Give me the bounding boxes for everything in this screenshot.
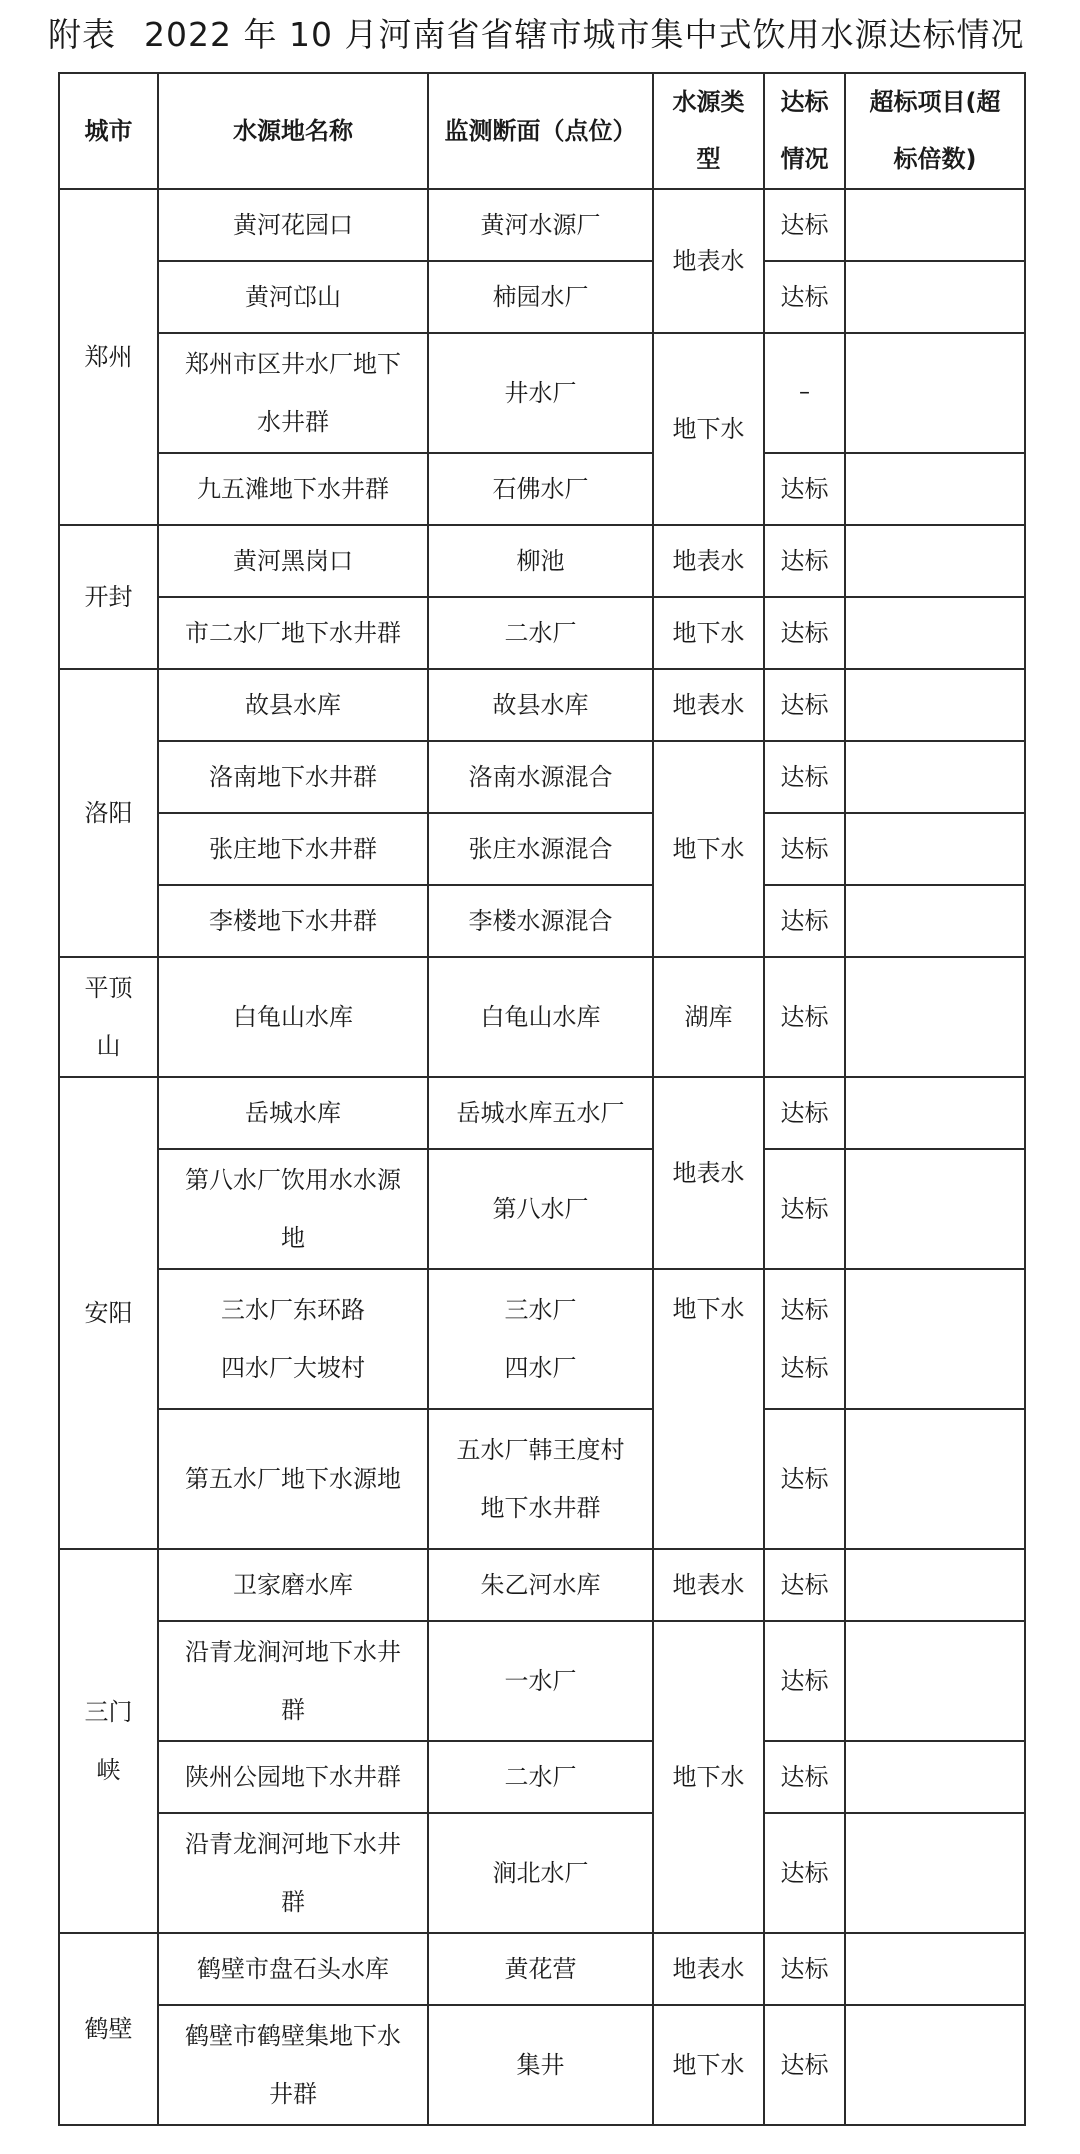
source-cell: 沿青龙涧河地下水井 群	[158, 1813, 428, 1933]
source-cell: 白龟山水库	[158, 957, 428, 1077]
exceed-cell	[845, 741, 1025, 813]
status-cell: 达标	[764, 1741, 845, 1813]
source-cell: 第八水厂饮用水水源 地	[158, 1149, 428, 1269]
status-cell: 达标	[764, 2005, 845, 2125]
exceed-cell	[845, 1409, 1025, 1549]
status-cell: 达标	[764, 1549, 845, 1621]
exceed-cell	[845, 261, 1025, 333]
header-exceed: 超标项目(超 标倍数)	[845, 73, 1025, 189]
type-cell: 地表水	[653, 525, 764, 597]
city-cell: 洛阳	[59, 669, 158, 957]
exceed-cell	[845, 1077, 1025, 1149]
city-cell: 安阳	[59, 1077, 158, 1549]
status-cell: 达标	[764, 885, 845, 957]
source-cell: 黄河花园口	[158, 189, 428, 261]
source-cell: 郑州市区井水厂地下 水井群	[158, 333, 428, 453]
source-cell: 第五水厂地下水源地	[158, 1409, 428, 1549]
section-cell: 石佛水厂	[428, 453, 653, 525]
table-row	[59, 261, 1025, 333]
type-cell: 地下水	[653, 597, 764, 669]
source-cell: 张庄地下水井群	[158, 813, 428, 885]
section-cell: 岳城水库五水厂	[428, 1077, 653, 1149]
source-cell: 黄河邙山	[158, 261, 428, 333]
section-cell: 白龟山水库	[428, 957, 653, 1077]
status-cell: 达标	[764, 1077, 845, 1149]
type-cell: 地下水	[653, 1621, 764, 1933]
city-cell: 开封	[59, 525, 158, 669]
status-cell: 达标	[764, 1409, 845, 1549]
type-cell: 地表水	[653, 1077, 764, 1269]
section-cell: 朱乙河水库	[428, 1549, 653, 1621]
table-row	[59, 741, 1025, 813]
table-row	[59, 1269, 1025, 1409]
type-cell: 地下水	[653, 333, 764, 525]
section-cell: 二水厂	[428, 1741, 653, 1813]
type-cell: 地下水	[653, 741, 764, 957]
header-source: 水源地名称	[158, 73, 428, 189]
type-cell: 地下水	[653, 2005, 764, 2125]
source-cell: 卫家磨水库	[158, 1549, 428, 1621]
source-cell: 陕州公园地下水井群	[158, 1741, 428, 1813]
city-cell: 三门 峡	[59, 1549, 158, 1933]
table-row	[59, 1813, 1025, 1933]
table-row	[59, 1621, 1025, 1741]
section-cell: 故县水库	[428, 669, 653, 741]
city-cell: 平顶 山	[59, 957, 158, 1077]
section-cell: 五水厂韩王度村 地下水井群	[428, 1409, 653, 1549]
header-type: 水源类 型	[653, 73, 764, 189]
source-cell: 洛南地下水井群	[158, 741, 428, 813]
source-cell: 沿青龙涧河地下水井 群	[158, 1621, 428, 1741]
status-cell: 达标 达标	[764, 1269, 845, 1409]
table-row	[59, 525, 1025, 597]
table-row	[59, 1077, 1025, 1149]
type-cell: 湖库	[653, 957, 764, 1077]
status-cell: –	[764, 333, 845, 453]
table-row	[59, 669, 1025, 741]
status-cell: 达标	[764, 813, 845, 885]
exceed-cell	[845, 333, 1025, 453]
source-cell: 鹤壁市盘石头水库	[158, 1933, 428, 2005]
status-cell: 达标	[764, 741, 845, 813]
exceed-cell	[845, 813, 1025, 885]
type-cell: 地表水	[653, 1549, 764, 1621]
status-cell: 达标	[764, 453, 845, 525]
exceed-cell	[845, 189, 1025, 261]
status-cell: 达标	[764, 669, 845, 741]
exceed-cell	[845, 1741, 1025, 1813]
section-cell: 柿园水厂	[428, 261, 653, 333]
source-cell: 黄河黑岗口	[158, 525, 428, 597]
exceed-cell	[845, 597, 1025, 669]
section-cell: 黄花营	[428, 1933, 653, 2005]
status-cell: 达标	[764, 1621, 845, 1741]
header-status: 达标 情况	[764, 73, 845, 189]
exceed-cell	[845, 1549, 1025, 1621]
table-header-row	[59, 73, 1025, 189]
table-row	[59, 2005, 1025, 2125]
exceed-cell	[845, 669, 1025, 741]
source-cell: 岳城水库	[158, 1077, 428, 1149]
section-cell: 二水厂	[428, 597, 653, 669]
exceed-cell	[845, 1813, 1025, 1933]
title-main: 2022 年 10 月河南省省辖市城市集中式饮用水源达标情况	[144, 15, 1025, 54]
header-section: 监测断面（点位）	[428, 73, 653, 189]
table-row	[59, 453, 1025, 525]
source-cell: 鹤壁市鹤壁集地下水 井群	[158, 2005, 428, 2125]
source-cell: 故县水库	[158, 669, 428, 741]
city-cell: 鹤壁	[59, 1933, 158, 2125]
table-row	[59, 813, 1025, 885]
table-row	[59, 333, 1025, 453]
table-row	[59, 1741, 1025, 1813]
section-cell: 一水厂	[428, 1621, 653, 1741]
status-cell: 达标	[764, 957, 845, 1077]
section-cell: 洛南水源混合	[428, 741, 653, 813]
table-row	[59, 1409, 1025, 1549]
table-row	[59, 189, 1025, 261]
page-title	[0, 0, 1080, 70]
section-cell: 张庄水源混合	[428, 813, 653, 885]
section-cell: 三水厂 四水厂	[428, 1269, 653, 1409]
section-cell: 集井	[428, 2005, 653, 2125]
exceed-cell	[845, 453, 1025, 525]
type-cell: 地表水	[653, 189, 764, 333]
exceed-cell	[845, 1621, 1025, 1741]
table-row	[59, 1149, 1025, 1269]
section-cell: 柳池	[428, 525, 653, 597]
section-cell: 李楼水源混合	[428, 885, 653, 957]
status-cell: 达标	[764, 1933, 845, 2005]
status-cell: 达标	[764, 261, 845, 333]
exceed-cell	[845, 525, 1025, 597]
type-cell: 地表水	[653, 669, 764, 741]
exceed-cell	[845, 885, 1025, 957]
section-cell: 涧北水厂	[428, 1813, 653, 1933]
header-city: 城市	[59, 73, 158, 189]
source-cell: 李楼地下水井群	[158, 885, 428, 957]
source-cell: 市二水厂地下水井群	[158, 597, 428, 669]
water-source-table	[58, 72, 1026, 2126]
exceed-cell	[845, 1149, 1025, 1269]
exceed-cell	[845, 957, 1025, 1077]
source-cell: 三水厂东环路 四水厂大坡村	[158, 1269, 428, 1409]
section-cell: 第八水厂	[428, 1149, 653, 1269]
status-cell: 达标	[764, 597, 845, 669]
status-cell: 达标	[764, 1149, 845, 1269]
status-cell: 达标	[764, 525, 845, 597]
table-row	[59, 885, 1025, 957]
city-cell: 郑州	[59, 189, 158, 525]
section-cell: 井水厂	[428, 333, 653, 453]
status-cell: 达标	[764, 1813, 845, 1933]
exceed-cell	[845, 1269, 1025, 1409]
source-cell: 九五滩地下水井群	[158, 453, 428, 525]
status-cell: 达标	[764, 189, 845, 261]
section-cell: 黄河水源厂	[428, 189, 653, 261]
exceed-cell	[845, 1933, 1025, 2005]
table-row	[59, 1933, 1025, 2005]
exceed-cell	[845, 2005, 1025, 2125]
title-prefix: 附表	[48, 15, 116, 54]
table-row	[59, 597, 1025, 669]
type-cell: 地表水	[653, 1933, 764, 2005]
type-cell: 地下水	[653, 1269, 764, 1549]
table-row	[59, 957, 1025, 1077]
table-row	[59, 1549, 1025, 1621]
